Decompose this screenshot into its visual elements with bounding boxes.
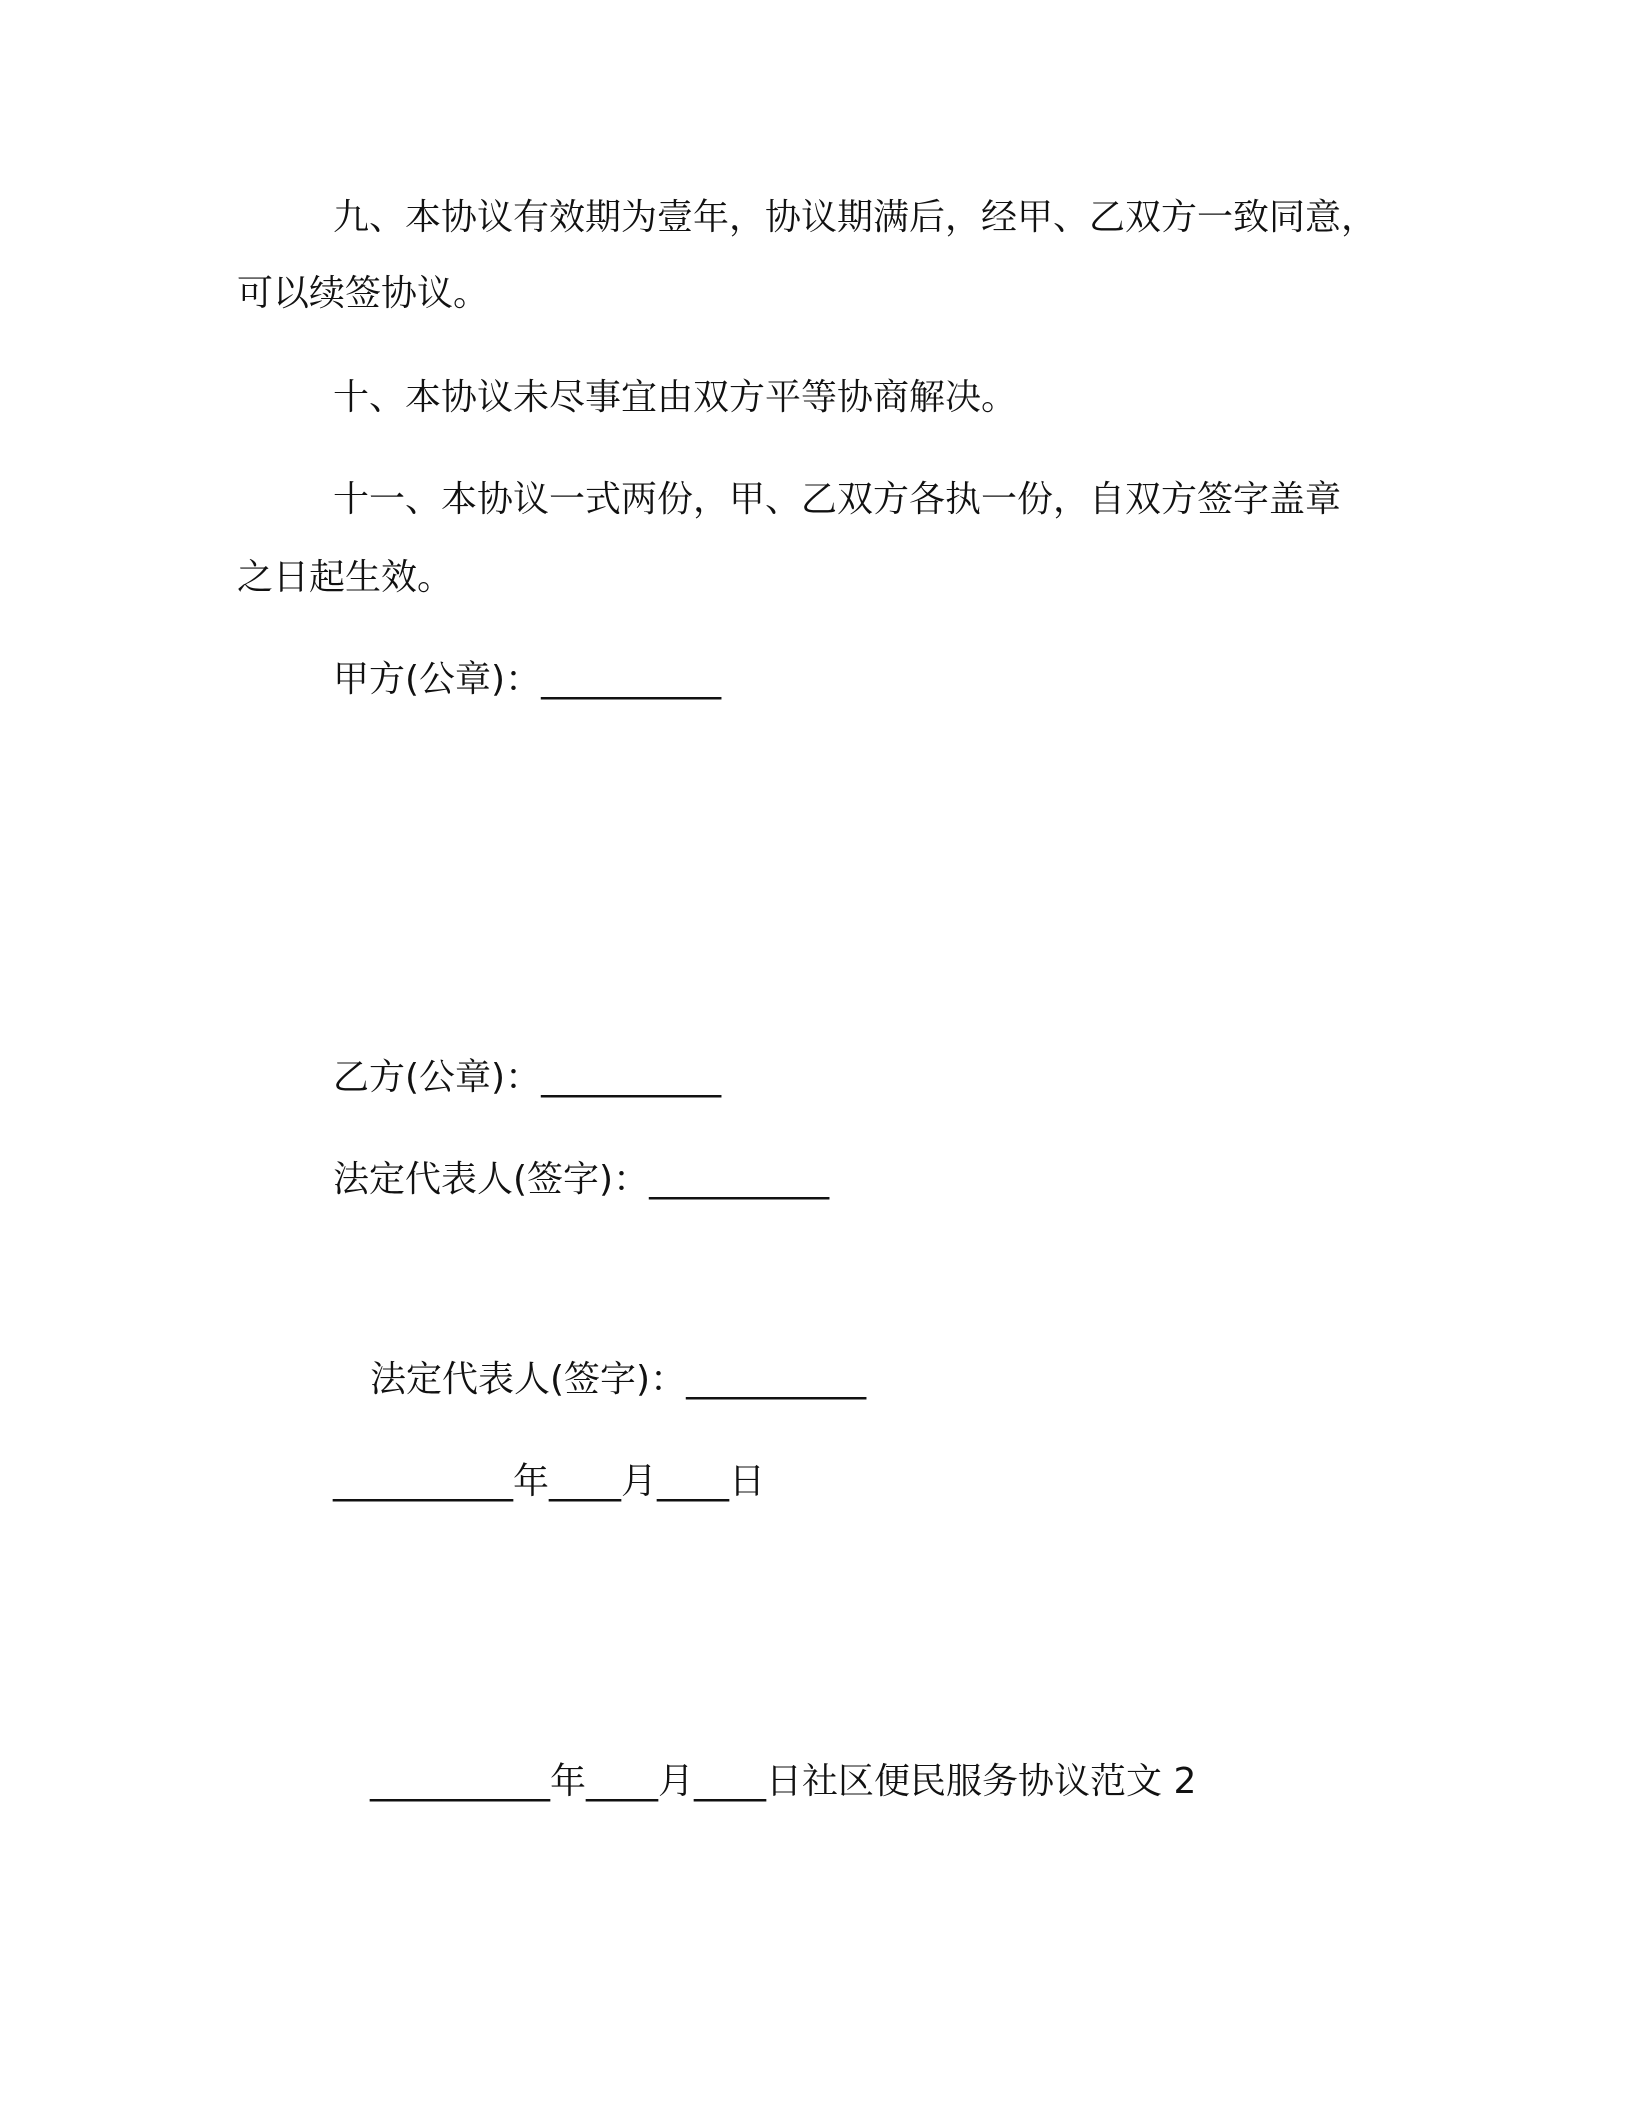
- legal-representative-signature-2: 法定代表人(签字)：__________: [370, 1359, 867, 1400]
- party-a-seal-line: 甲方(公章)：__________: [333, 659, 722, 700]
- paragraph-11-line-2: 之日起生效。: [237, 557, 454, 598]
- paragraph-11-line-1: 十一、本协议一式两份，甲、乙双方各执一份，自双方签字盖章: [333, 479, 1342, 520]
- legal-representative-signature-1: 法定代表人(签字)：__________: [333, 1159, 830, 1200]
- paragraph-9-line-1: 九、本协议有效期为壹年，协议期满后，经甲、乙双方一致同意，: [333, 197, 1378, 238]
- party-b-seal-line: 乙方(公章)：__________: [333, 1057, 722, 1098]
- paragraph-10: 十、本协议未尽事宜由双方平等协商解决。: [333, 377, 1018, 418]
- paragraph-9-line-2: 可以续签协议。: [237, 273, 490, 314]
- date-line: __________年____月____日: [333, 1461, 765, 1502]
- date-and-document-title: __________年____月____日社区便民服务协议范文 2: [370, 1761, 1197, 1802]
